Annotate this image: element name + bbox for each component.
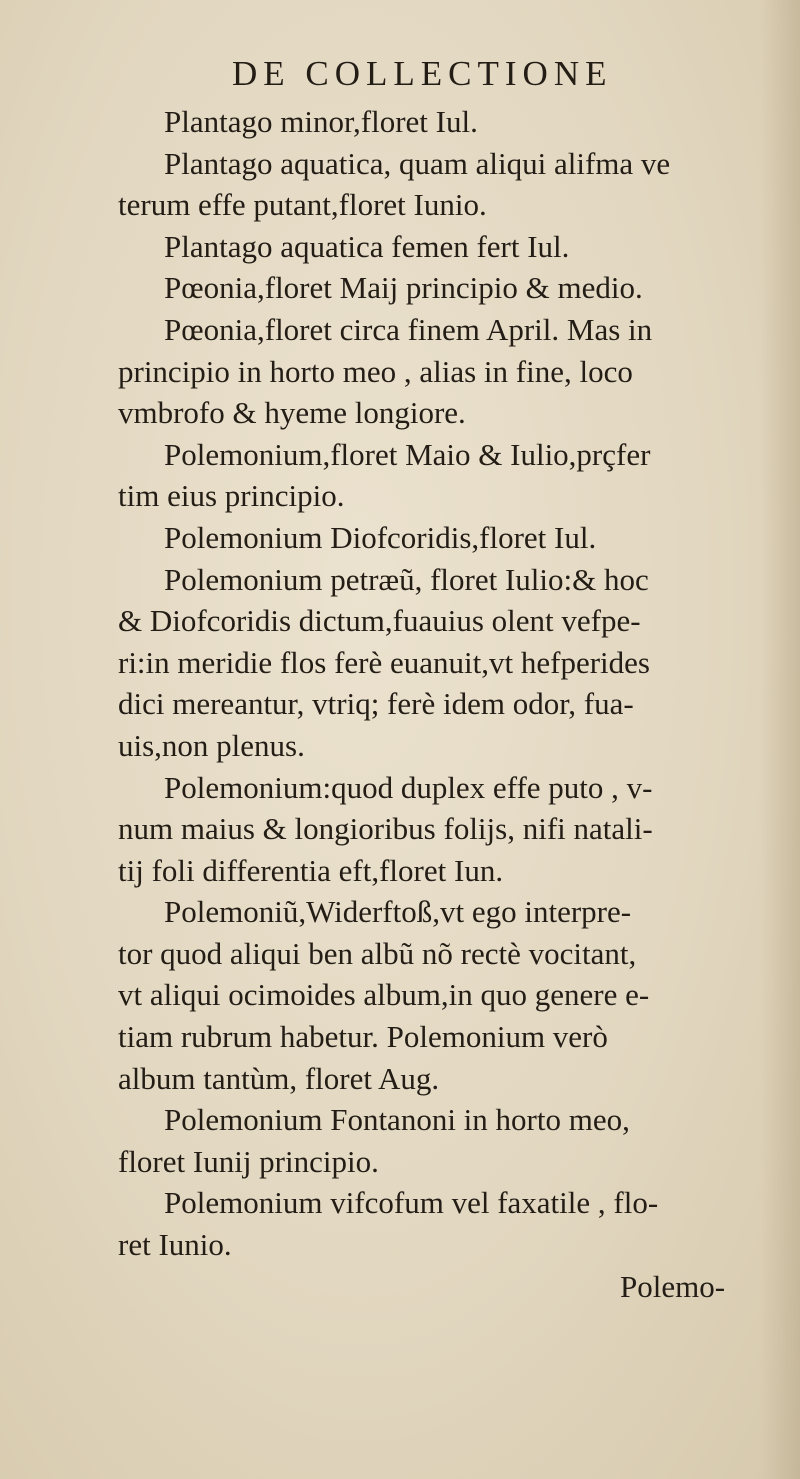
text-line: tim eius principio. <box>118 478 345 514</box>
text-line: terum effe putant,floret Iunio. <box>118 187 487 223</box>
text-line: Plantago aquatica, quam aliqui alifma ve <box>164 145 671 181</box>
text-line: album tantùm, floret Aug. <box>118 1060 440 1096</box>
text-line: tiam rubrum habetur. Polemonium verò <box>118 1019 608 1055</box>
text-line: principio in horto meo , alias in fine, loco <box>118 353 633 389</box>
text-line: vt aliqui ocimoides album,in quo genere e- <box>118 977 650 1013</box>
text-line: Plantago aquatica femen fert Iul. <box>164 228 570 264</box>
text-line: ret Iunio. <box>118 1227 232 1263</box>
catchword: Polemo- <box>620 1268 726 1304</box>
text-line: num maius & longioribus folijs, nifi natali- <box>118 811 653 847</box>
text-line: Polemonium,floret Maio & Iulio,prçfer <box>164 436 651 472</box>
text-line: uis,non plenus. <box>118 727 305 763</box>
text-line: & Diofcoridis dictum,fuauius olent vefpe- <box>118 603 641 639</box>
text-line: Pœonia,floret Maij principio & medio. <box>164 270 643 306</box>
text-line: Polemonium:quod duplex effe puto , v- <box>164 769 653 805</box>
text-line: Polemonium Fontanoni in horto meo, <box>164 1102 630 1138</box>
text-line: Plantago minor,floret Iul. <box>164 104 478 139</box>
text-line: floret Iunij principio. <box>118 1143 379 1179</box>
text-line: Pœonia,floret circa finem April. Mas in <box>164 311 653 347</box>
text-block <box>118 101 798 1307</box>
running-head: DE COLLECTIONE <box>232 54 613 93</box>
text-line: Polemoniũ,Widerftoß,vt ego interpre- <box>164 894 632 930</box>
text-line: dici mereantur, vtriq; ferè idem odor, fua- <box>118 686 634 722</box>
text-line: Polemonium vifcofum vel faxatile , flo- <box>164 1185 659 1221</box>
text-line: tij foli differentia eft,floret Iun. <box>118 852 504 888</box>
text-line: ri:in meridie flos ferè euanuit,vt hefperides <box>118 644 650 680</box>
text-line: Polemonium petræũ, floret Iulio:& hoc <box>164 561 649 597</box>
text-line: tor quod aliqui ben albũ nõ rectè vocitant, <box>118 935 637 971</box>
text-line: vmbrofo & hyeme longiore. <box>118 395 466 431</box>
text-line: Polemonium Diofcoridis,floret Iul. <box>164 519 597 555</box>
